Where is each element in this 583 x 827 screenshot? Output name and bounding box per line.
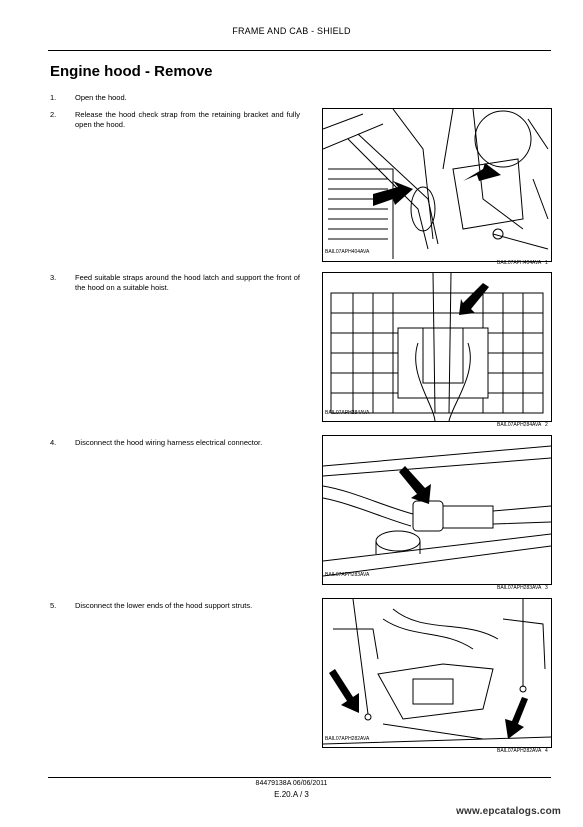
figure-caption: BAIL07APH284AVA [497,422,542,428]
step-number: 4. [50,438,57,447]
step-text: Disconnect the hood wiring harness electrical connector. [75,438,263,447]
figure-caption: BAIL07APH404AVA [497,260,542,266]
watermark-link[interactable]: www.epcatalogs.com [456,806,561,817]
figure-code: BAIL07APH283AVA [325,572,370,578]
figure-number: 3 [545,585,548,591]
figure-code: BAIL07APH284AVA [325,410,370,416]
step-number: 5. [50,601,57,610]
figure-caption: BAIL07APH282AVA [497,748,542,754]
step-number: 1. [50,93,57,102]
figure-code: BAIL07APH404AVA [325,249,370,255]
figure-hood-latch-straps [322,272,552,422]
section-header: FRAME AND CAB - SHIELD [232,26,351,36]
figure-hood-check-strap [322,108,552,262]
step-text: Release the hood check strap from the retaining bracket and fully open the hood. [75,110,300,129]
figure-wiring-connector [322,435,552,585]
page-title: Engine hood - Remove [50,63,213,80]
document-reference: 84479138A 06/06/2011 [255,780,328,787]
step-number: 2. [50,110,57,119]
step-text: Disconnect the lower ends of the hood support struts. [75,601,253,610]
figure-caption: BAIL07APH283AVA [497,585,542,591]
header-rule [48,50,551,51]
figure-number: 2 [545,422,548,428]
step-text: Open the hood. [75,93,127,102]
figure-support-struts [322,598,552,748]
page-reference: E.20.A / 3 [274,790,309,799]
footer-rule [48,777,551,778]
step-text: Feed suitable straps around the hood latch and support the front of the hood on a suitable hoist. [75,273,300,292]
step-number: 3. [50,273,57,282]
figure-code: BAIL07APH282AVA [325,736,370,742]
figure-number: 4 [545,748,548,754]
figure-number: 1 [545,260,548,266]
